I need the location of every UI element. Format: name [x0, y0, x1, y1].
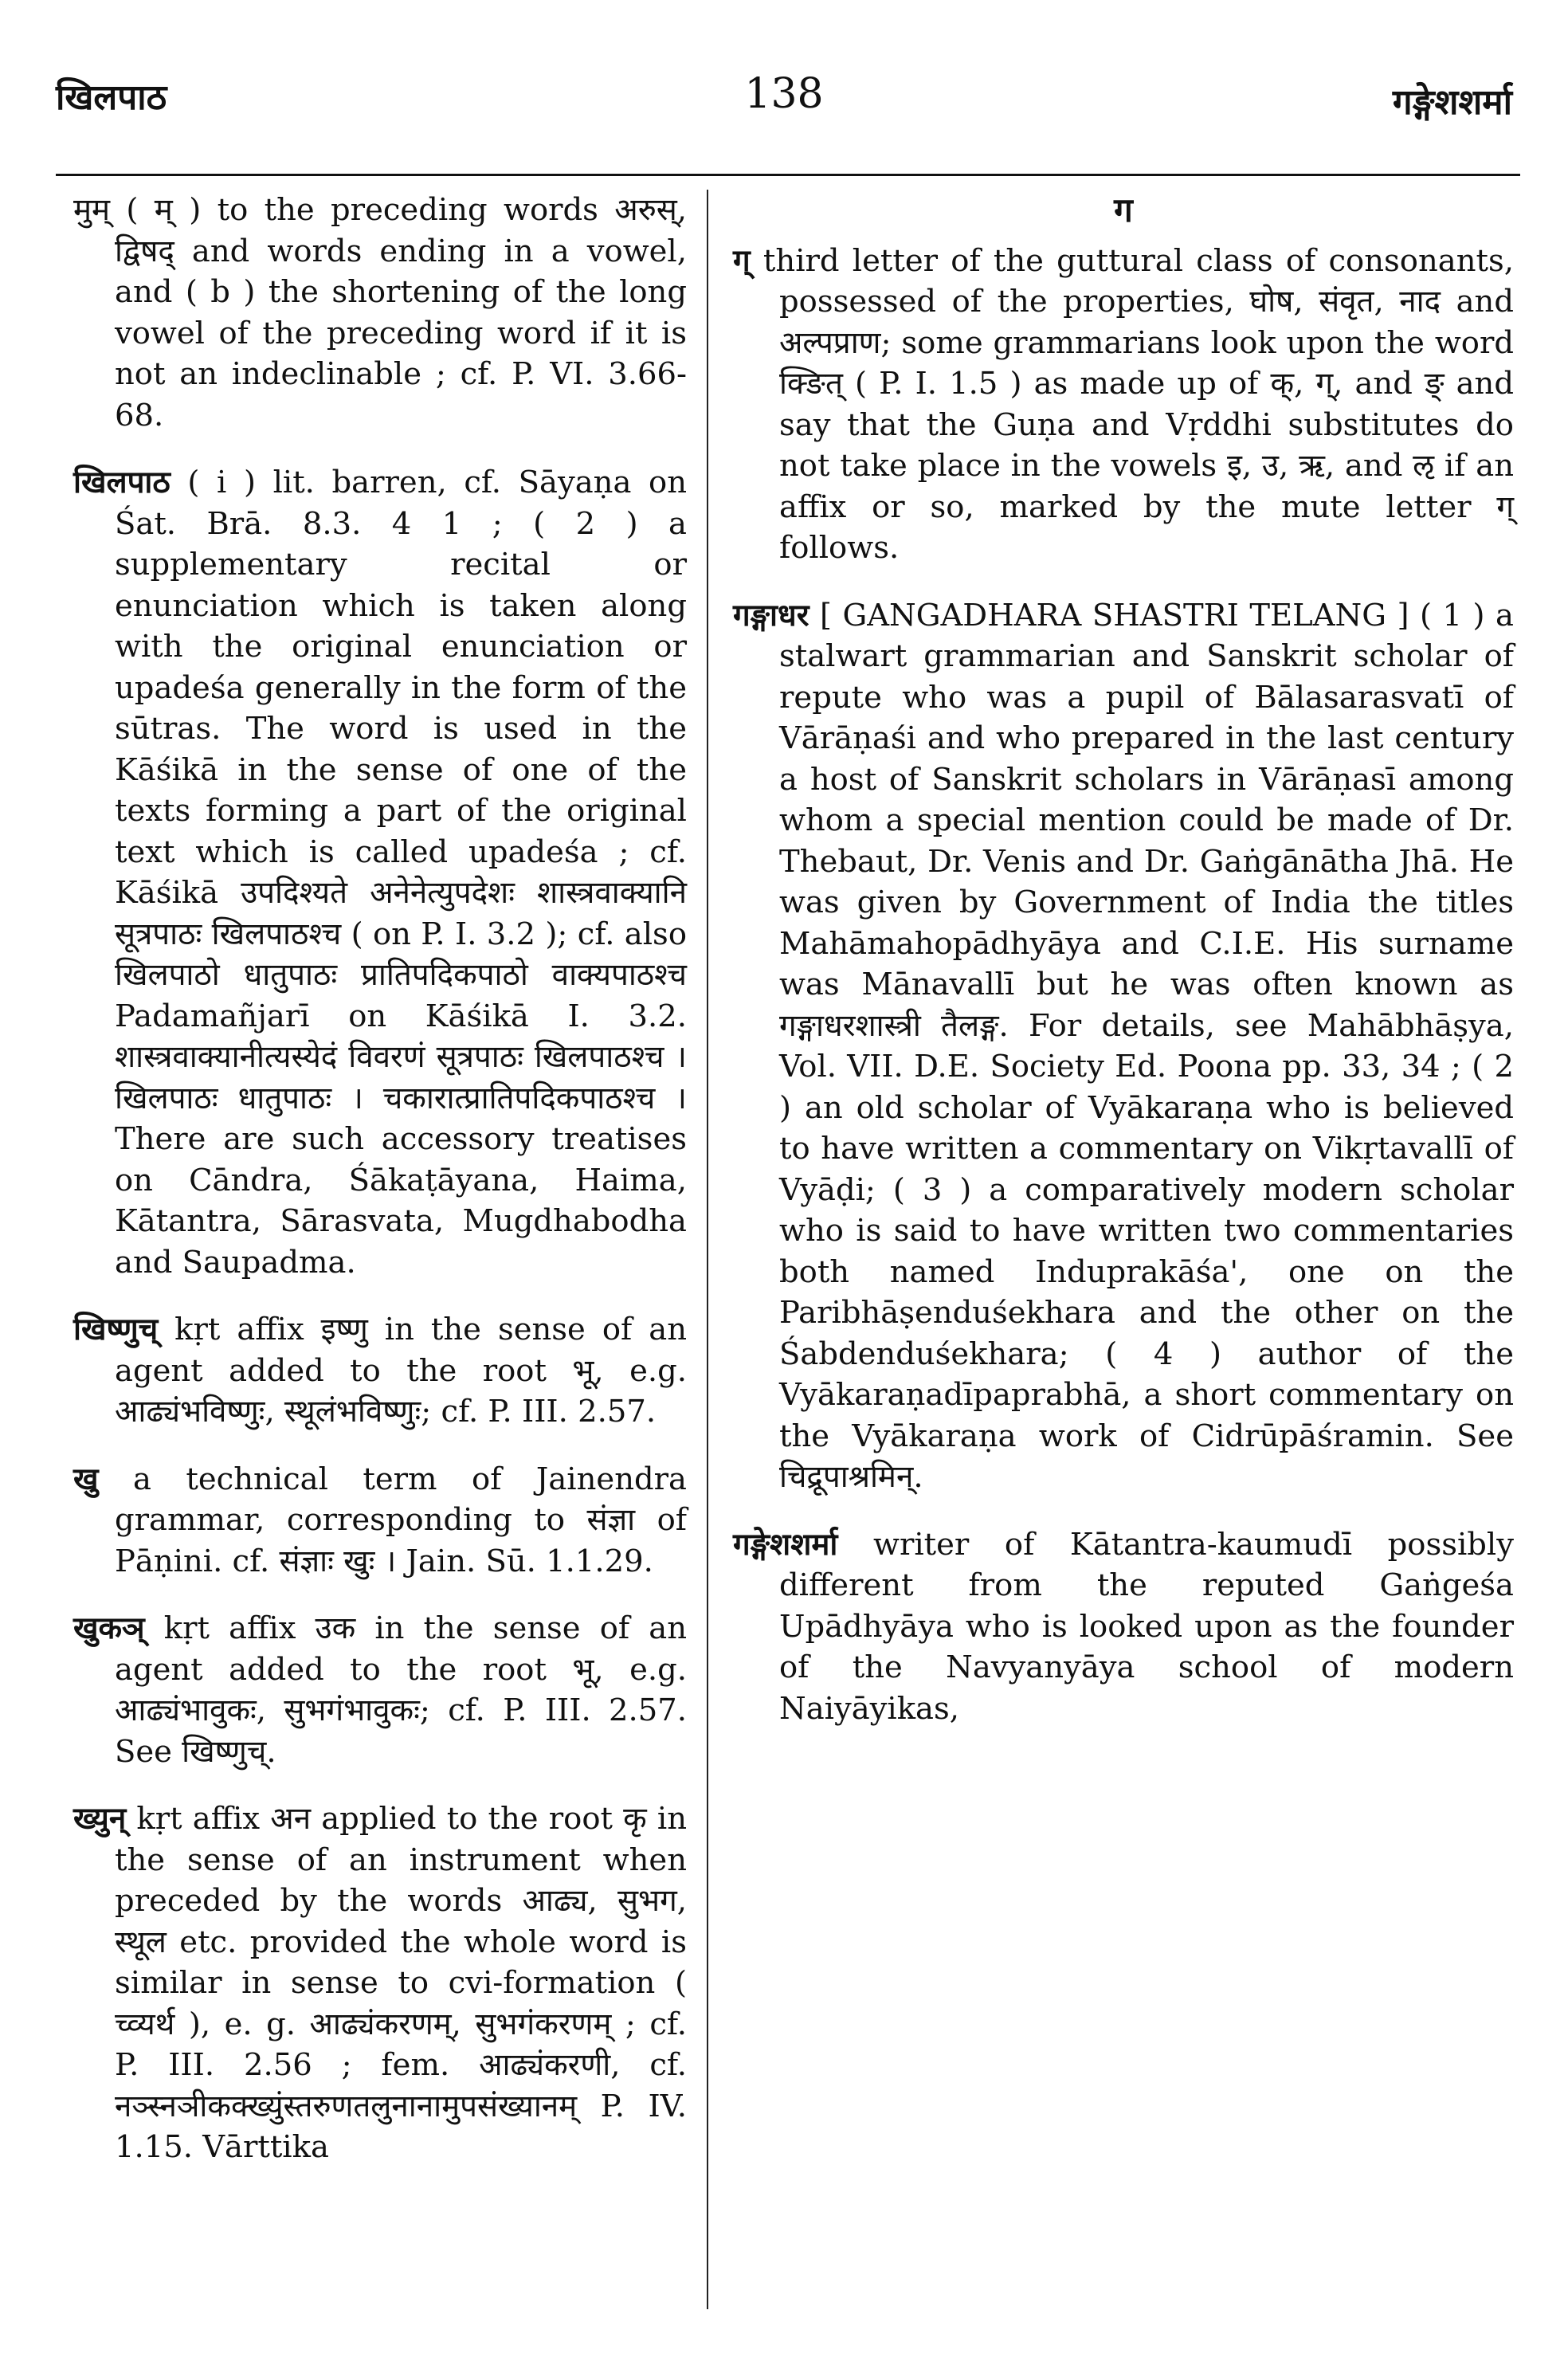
dictionary-entry — [73, 1798, 687, 2168]
dictionary-entry — [73, 1608, 687, 1772]
running-head-right: गङ्गेशशर्मा — [1392, 82, 1512, 123]
entry-headword: खु — [73, 1461, 99, 1497]
dictionary-entry — [73, 190, 687, 436]
entry-text: [ GANGADHARA SHASTRI TELANG ] ( 1 ) a stalwart grammarian and Sanskrit scholar of repute who was a pupil of Bālasarasvatī of Vārāṇaśi and who prepared in the last century a host of Sanskrit scholars in Vārāṇasī among whom a special mention could be made of Dr. Thebaut, Dr. Venis and Dr. Gaṅgānātha Jhā. He was given by Government of India the titles Mahāmahopādhyāya and C.I.E. His surname was Mānavallī but he was often known as गङ्गाधरशास्त्री तैलङ्ग. For details, see Mahābhāṣya, Vol. VII. D.E. Society Ed. Poona pp. 33, 34 ; ( 2 ) an old scholar of Vyākaraṇa who is believed to have written a commentary on Vikṛtavallī of Vyāḍi; ( 3 ) a comparatively modern scholar who is said to have written two commentaries both named Induprakāśa', one on the Paribhāṣenduśekhara and the other on the Śabdenduśekhara; ( 4 ) author of the Vyākaraṇadīpaprabhā, a short commentary on the Vyākaraṇa work of Cidrūpāśramin. See चिद्रूपाश्रमिन्. — [779, 597, 1514, 1495]
dictionary-entry — [73, 462, 687, 1283]
entry-headword: गङ्गाधर — [733, 597, 809, 633]
dictionary-entry — [733, 241, 1514, 569]
dictionary-entry — [733, 1524, 1514, 1730]
page-number: 138 — [744, 70, 824, 118]
entry-headword: खिलपाठ — [73, 465, 171, 500]
running-head-left: खिलपाठ — [56, 77, 167, 118]
right-column — [733, 190, 1514, 1755]
column-divider — [707, 190, 708, 2309]
entry-text: मुम् ( म् ) to the preceding words अरुस्, द्विषद् and words ending in a vowel, and ( b ) the shortening of the long vowel of the preceding word if it is not an indeclinable ; cf. P. VI. 3.66-68. — [73, 192, 687, 433]
entry-headword: खिष्णुच् — [73, 1312, 159, 1347]
entry-headword: गङ्गेशशर्मा — [733, 1526, 838, 1563]
entry-text: third letter of the guttural class of consonants, possessed of the properties, घोष, संवृत, नाद and अल्पप्राण; some grammarians look upon the word क्ङित् ( P. I. 1.5 ) as made up of क्, ग्, and ङ् and say that the Guṇa and Vṛddhi substitutes do not take place in the vowels इ, उ, ऋ, and ऌ if an affix or so, marked by the mute letter ग् follows. — [762, 242, 1514, 566]
entry-headword: ख्युन् — [73, 1801, 127, 1837]
entry-text: kṛt affix अन applied to the root कृ in the sense of an instrument when preceded by the words आढ्य, सुभग, स्थूल etc. provided the whole word is similar in sense to cvi-formation ( च्व्यर्थ ), e. g. आढ्यंकरणम्, सुभगंकरणम् ; cf. P. III. 2.56 ; fem. आढ्यंकरणी, cf. नञ्स्नञीकक्ख्युंस्तरुणतलुनानामुपसंख्यानम् P. IV. 1.15. Vārttika — [115, 1801, 687, 2165]
page-header — [0, 0, 1568, 183]
dictionary-entry — [733, 595, 1514, 1498]
dictionary-entry — [73, 1459, 687, 1583]
entry-text: kṛt affix इष्णु in the sense of an agent added to the root भू, e.g. आढ्यंभविष्णुः, स्थूलंभविष्णुः; cf. P. III. 2.57. — [115, 1312, 687, 1430]
entry-text: writer of Kātantra-kaumudī possibly different from the reputed Gaṅgeśa Upādhyāya who is looked upon as the founder of the Navyanyāya school of modern Naiyāyikas, — [779, 1526, 1514, 1727]
header-rule — [56, 174, 1520, 176]
entry-headword: ग् — [733, 242, 751, 279]
section-letter: ग — [1114, 190, 1133, 229]
entry-text: a technical term of Jainendra grammar, corresponding to संज्ञा of Pāṇini. cf. संज्ञाः खुः । Jain. Sū. 1.1.29. — [115, 1461, 687, 1579]
dictionary-entry — [73, 1309, 687, 1433]
entry-text: ( i ) lit. barren, cf. Sāyaṇa on Śat. Brā. 8.3. 4 1 ; ( 2 ) a supplementary recital or enunciation which is taken along with the original enunciation or upadeśa generally in the form of the sūtras. The word is used in the Kāśikā in the sense of one of the texts forming a part of the original text which is called upadeśa ; cf. Kāśikā उपदिश्यते अनेनेत्युपदेशः शास्त्रवाक्यानि सूत्रपाठः खिलपाठश्च ( on P. I. 3.2 ); cf. also खिलपाठो धातुपाठः प्रातिपदिकपाठो वाक्यपाठश्च Padamañjarī on Kāśikā I. 3.2. शास्त्रवाक्यानीत्यस्येदं विवरणं सूत्रपाठः खिलपाठश्च । खिलपाठः धातुपाठः । चकारात्प्रातिपदिकपाठश्च । There are such accessory treatises on Cāndra, Śākaṭāyana, Haima, Kātantra, Sārasvata, Mugdhabodha and Saupadma. — [115, 465, 687, 1281]
left-column — [73, 190, 687, 2194]
entry-headword: खुकञ् — [73, 1610, 145, 1646]
entry-text: kṛt affix उक in the sense of an agent added to the root भू, e.g. आढ्यंभावुकः, सुभगंभावुकः; cf. P. III. 2.57. See खिष्णुच्. — [115, 1610, 687, 1770]
